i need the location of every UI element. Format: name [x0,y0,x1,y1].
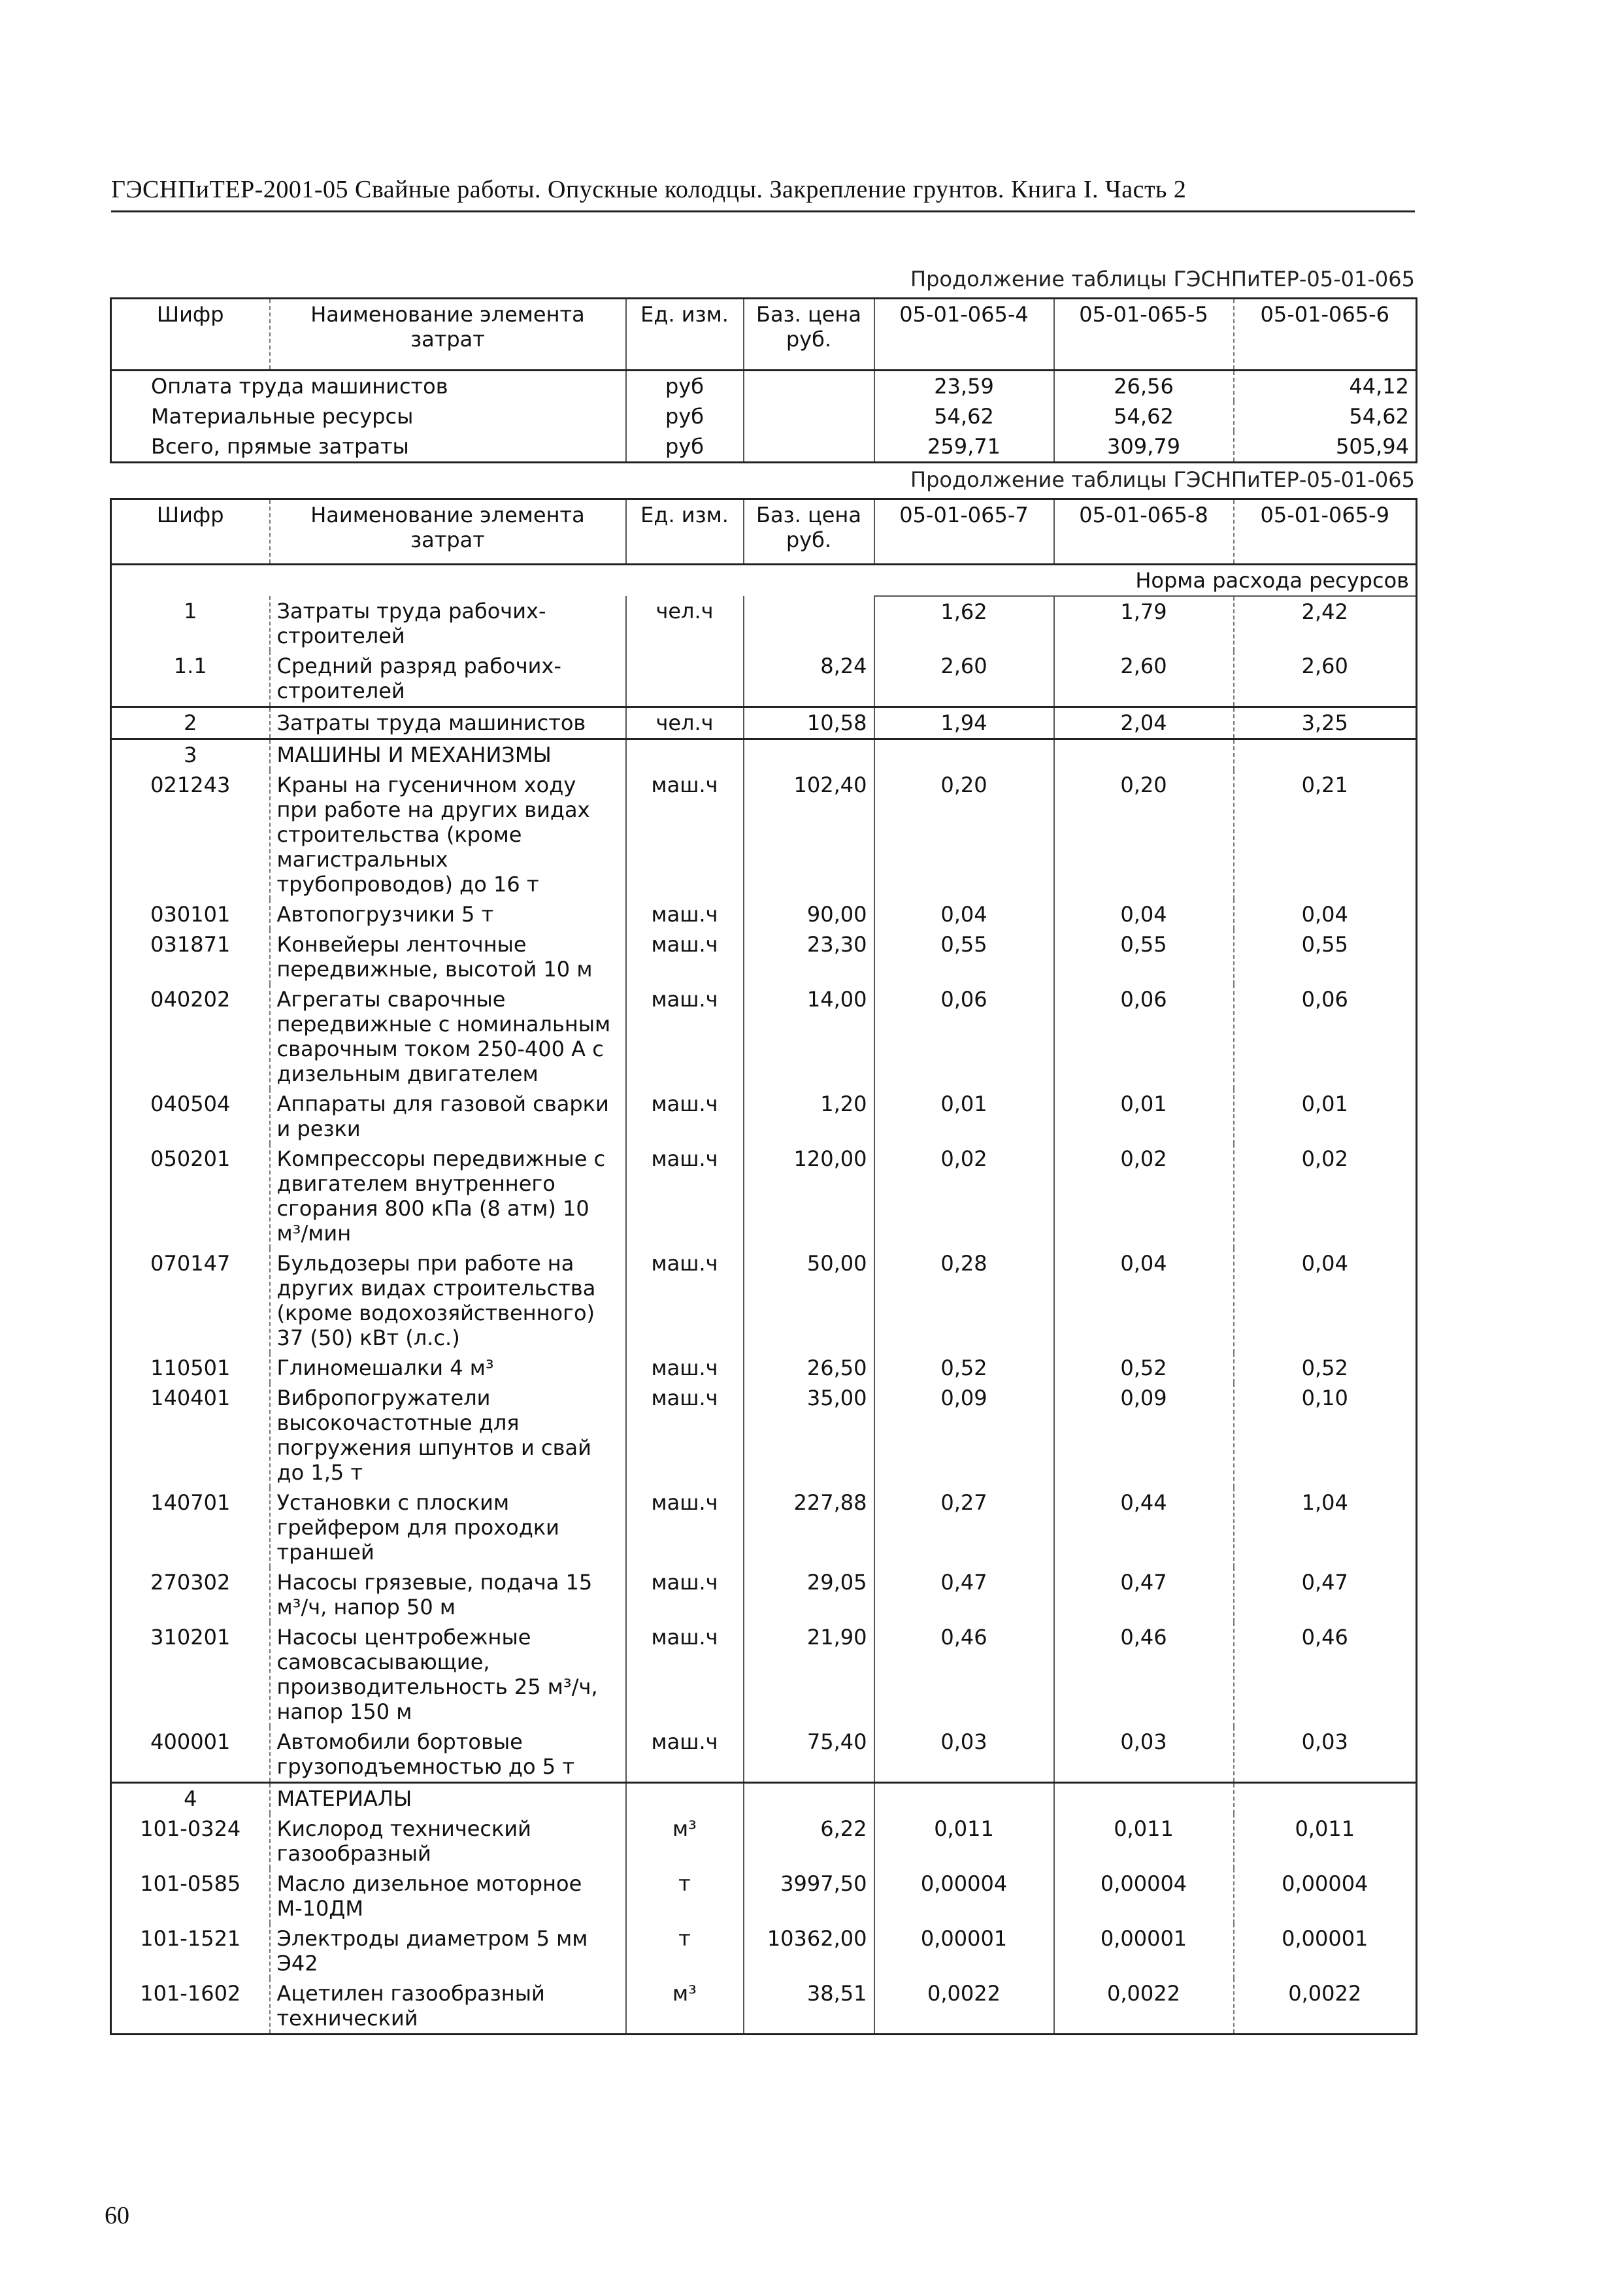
row-name: Вибропогружатели высокочастотные для погружения шпунтов и свай до 1,5 т [270,1383,626,1488]
row-value: 0,09 [1054,1383,1234,1488]
row-unit: маш.ч [626,1622,744,1727]
row-value: 0,02 [874,1144,1054,1248]
row-value: 2,60 [1234,651,1417,707]
row-value: 0,04 [1054,899,1234,929]
table-row [111,1144,1417,1248]
row-price: 26,50 [744,1353,874,1383]
row-price: 14,00 [744,984,874,1089]
row-name: Краны на гусеничном ходу при работе на других видах строительства (кроме магистральных трубопроводов) до 16 т [270,770,626,899]
row-unit [626,651,744,707]
row-name: Оплата труда машинистов [151,374,448,399]
row-name: Насосы центробежные самовсасывающие, производительность 25 м³/ч, напор 150 м [270,1622,626,1727]
row-name: Агрегаты сварочные передвижные с номинальным сварочным током 250-400 А с дизельным двигателем [270,984,626,1089]
table-row [111,431,1417,463]
table-row [111,984,1417,1089]
row-value: 0,00001 [874,1923,1054,1978]
row-unit: маш.ч [626,1383,744,1488]
row-value: 0,00004 [1234,1869,1417,1923]
row-value: 0,46 [1054,1622,1234,1727]
row-name: Автомобили бортовые грузоподъемностью до 5 т [270,1727,626,1783]
row-value: 0,47 [874,1567,1054,1622]
row-value: 0,52 [874,1353,1054,1383]
table-row [111,1488,1417,1567]
row-name: Кислород технический газообразный [270,1814,626,1869]
row-price: 75,40 [744,1727,874,1783]
section-title: МАШИНЫ И МЕХАНИЗМЫ [270,739,626,771]
row-name: Затраты труда машинистов [270,707,626,739]
row-value: 0,06 [874,984,1054,1089]
section-code: 4 [111,1783,270,1814]
header-price: Баз. цена руб. [744,499,874,565]
row-price: 10362,00 [744,1923,874,1978]
row-unit: маш.ч [626,1248,744,1353]
row-unit: маш.ч [626,1089,744,1144]
row-value: 1,04 [1234,1488,1417,1567]
row-value: 0,00004 [1054,1869,1234,1923]
row-value: 0,52 [1054,1353,1234,1383]
row-value: 0,46 [874,1622,1054,1727]
row-value: 0,20 [874,770,1054,899]
row-name: Насосы грязевые, подача 15 м³/ч, напор 50 м [270,1567,626,1622]
header-code: Шифр [111,499,270,565]
table-row [111,1383,1417,1488]
header-col-7: 05-01-065-7 [874,499,1054,565]
norm-label: Норма расхода ресурсов [874,565,1417,597]
section-code: 3 [111,739,270,771]
row-name: Электроды диаметром 5 мм Э42 [270,1923,626,1978]
row-value: 54,62 [874,401,1054,431]
row-code: 270302 [150,1570,231,1595]
row-value: 0,04 [1054,1248,1234,1353]
table-row [111,401,1417,431]
row-unit: маш.ч [626,1488,744,1567]
table-row [111,1089,1417,1144]
row-code: 050201 [150,1146,231,1171]
row-code: 101-1602 [140,1981,241,2006]
header-col-9: 05-01-065-9 [1234,499,1417,565]
row-code: 400001 [150,1729,231,1754]
row-value: 0,06 [1054,984,1234,1089]
row-code: 140701 [150,1490,231,1515]
table-row [111,596,1417,651]
row-value: 26,56 [1054,371,1234,402]
row-value: 0,011 [1054,1814,1234,1869]
table-row [111,1814,1417,1869]
row-name: Ацетилен газообразный технический [270,1978,626,2035]
row-unit: чел.ч [626,596,744,651]
row-name: Конвейеры ленточные передвижные, высотой 10 м [270,929,626,984]
row-unit: маш.ч [626,899,744,929]
row-unit: руб [626,371,744,402]
header-unit: Ед. изм. [626,299,744,371]
row-code: 070147 [150,1251,231,1276]
row-price: 102,40 [744,770,874,899]
row-value: 0,20 [1054,770,1234,899]
row-value: 0,28 [874,1248,1054,1353]
row-value: 309,79 [1054,431,1234,463]
row-value: 0,21 [1234,770,1417,899]
table-row [111,899,1417,929]
table-row [111,929,1417,984]
row-value: 0,27 [874,1488,1054,1567]
row-code: 030101 [150,902,231,927]
row-value: 54,62 [1234,401,1417,431]
row-name: Установки с плоским грейфером для проходки траншей [270,1488,626,1567]
row-value: 0,04 [1234,899,1417,929]
header-name: Наименование элемента затрат [270,299,626,371]
row-value: 0,55 [874,929,1054,984]
row-value: 1,94 [874,707,1054,739]
row-value: 0,02 [1054,1144,1234,1248]
row-name: Аппараты для газовой сварки и резки [270,1089,626,1144]
table-row [111,1248,1417,1353]
row-code: 031871 [150,932,231,957]
row-unit: т [626,1869,744,1923]
row-value: 0,00001 [1054,1923,1234,1978]
row-price: 21,90 [744,1622,874,1727]
row-name: Средний разряд рабочих-строителей [270,651,626,707]
row-price: 1,20 [744,1089,874,1144]
row-value: 505,94 [1234,431,1417,463]
row-code: 140401 [150,1386,231,1410]
row-unit: м³ [626,1814,744,1869]
row-value: 0,03 [1234,1727,1417,1783]
row-value: 0,46 [1234,1622,1417,1727]
row-code: 110501 [150,1355,231,1380]
row-code: 1.1 [173,654,207,678]
section-row [111,739,1417,771]
row-value: 0,44 [1054,1488,1234,1567]
row-value: 0,01 [1234,1089,1417,1144]
row-value: 0,00001 [1234,1923,1417,1978]
table2-continuation: Продолжение таблицы ГЭСНПиТЕР-05-01-065 [910,467,1415,492]
row-value: 0,00004 [874,1869,1054,1923]
row-value: 23,59 [874,371,1054,402]
header-code: Шифр [111,299,270,371]
header-col-8: 05-01-065-8 [1054,499,1234,565]
row-value: 1,79 [1054,596,1234,651]
row-price: 8,24 [744,651,874,707]
row-unit: м³ [626,1978,744,2035]
row-name: Компрессоры передвижные с двигателем внутреннего сгорания 800 кПа (8 атм) 10 м³/мин [270,1144,626,1248]
row-code: 040202 [150,987,231,1012]
row-code: 101-1521 [140,1926,241,1951]
row-value: 0,06 [1234,984,1417,1089]
row-value: 0,0022 [874,1978,1054,2035]
row-value: 3,25 [1234,707,1417,739]
row-unit: маш.ч [626,984,744,1089]
row-price: 90,00 [744,899,874,929]
row-value: 1,62 [874,596,1054,651]
row-value: 2,04 [1054,707,1234,739]
row-unit: руб [626,431,744,463]
page-header: ГЭСНПиТЕР-2001-05 Свайные работы. Опускные колодцы. Закрепление грунтов. Книга I. Часть 2 [111,175,1415,212]
table1 [110,297,1417,463]
row-value: 259,71 [874,431,1054,463]
row-unit: маш.ч [626,1353,744,1383]
row-value: 0,52 [1234,1353,1417,1383]
row-name: Автопогрузчики 5 т [270,899,626,929]
table-row [111,371,1417,402]
row-name: Затраты труда рабочих-строителей [270,596,626,651]
row-value: 0,01 [1054,1089,1234,1144]
row-value: 0,01 [874,1089,1054,1144]
row-price: 227,88 [744,1488,874,1567]
row-price: 3997,50 [744,1869,874,1923]
row-price: 29,05 [744,1567,874,1622]
row-price [744,596,874,651]
row-price: 35,00 [744,1383,874,1488]
row-unit: руб [626,401,744,431]
row-value: 2,60 [1054,651,1234,707]
row-value: 2,60 [874,651,1054,707]
header-name: Наименование элемента затрат [270,499,626,565]
page-number: 60 [105,2202,129,2229]
row-value: 0,09 [874,1383,1054,1488]
row-value: 0,04 [874,899,1054,929]
row-value: 0,0022 [1054,1978,1234,2035]
row-value: 0,47 [1054,1567,1234,1622]
row-code: 2 [111,707,270,739]
row-code: 101-0585 [140,1871,241,1896]
row-unit: маш.ч [626,1727,744,1783]
row-code: 021243 [150,773,231,797]
row-price: 10,58 [744,707,874,739]
table-row [111,1727,1417,1783]
row-value: 0,0022 [1234,1978,1417,2035]
row-value: 54,62 [1054,401,1234,431]
header-price: Баз. цена руб. [744,299,874,371]
row-price: 38,51 [744,1978,874,2035]
row-value: 0,10 [1234,1383,1417,1488]
section-title: МАТЕРИАЛЫ [270,1783,626,1814]
header-col-4: 05-01-065-4 [874,299,1054,371]
row-name: Материальные ресурсы [151,404,414,429]
row-value: 0,55 [1234,929,1417,984]
table-row [111,707,1417,739]
row-name: Глиномешалки 4 м³ [270,1353,626,1383]
header-col-6: 05-01-065-6 [1234,299,1417,371]
row-value: 0,03 [1054,1727,1234,1783]
row-name: Всего, прямые затраты [151,434,409,459]
table-row [111,1622,1417,1727]
row-price: 6,22 [744,1814,874,1869]
row-unit: маш.ч [626,1567,744,1622]
table1-continuation: Продолжение таблицы ГЭСНПиТЕР-05-01-065 [910,267,1415,291]
row-value: 0,011 [1234,1814,1417,1869]
row-unit: маш.ч [626,770,744,899]
row-unit: маш.ч [626,1144,744,1248]
row-value: 2,42 [1234,596,1417,651]
row-value: 0,47 [1234,1567,1417,1622]
table-row [111,1869,1417,1923]
table2 [110,498,1417,2035]
row-price: 50,00 [744,1248,874,1353]
row-unit: т [626,1923,744,1978]
table-row [111,1923,1417,1978]
row-value: 0,03 [874,1727,1054,1783]
section-row [111,1783,1417,1814]
row-name: Масло дизельное моторное М-10ДМ [270,1869,626,1923]
row-value: 0,011 [874,1814,1054,1869]
header-col-5: 05-01-065-5 [1054,299,1234,371]
header-unit: Ед. изм. [626,499,744,565]
table-row [111,651,1417,707]
row-unit: чел.ч [626,707,744,739]
table-row [111,1353,1417,1383]
row-code: 101-0324 [140,1816,241,1841]
table-row [111,1978,1417,2035]
row-name: Бульдозеры при работе на других видах строительства (кроме водохозяйственного) 37 (50) кВт (л.с.) [270,1248,626,1353]
row-code: 040504 [150,1091,231,1116]
row-unit: маш.ч [626,929,744,984]
row-code: 1 [184,599,197,623]
row-value: 44,12 [1234,371,1417,402]
row-price: 23,30 [744,929,874,984]
table-row [111,770,1417,899]
row-value: 0,55 [1054,929,1234,984]
row-code: 310201 [150,1625,231,1650]
row-price: 120,00 [744,1144,874,1248]
row-value: 0,04 [1234,1248,1417,1353]
row-value: 0,02 [1234,1144,1417,1248]
table-row [111,1567,1417,1622]
